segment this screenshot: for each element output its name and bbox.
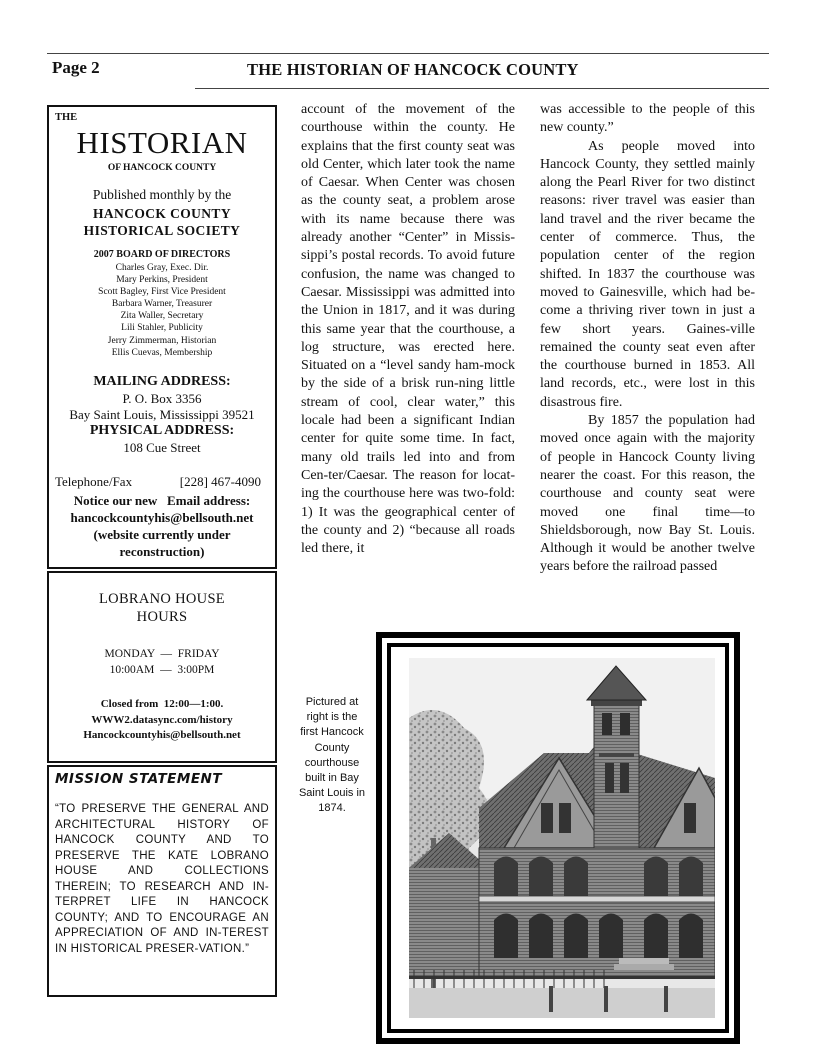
- physical-address: 108 Cue Street: [123, 440, 201, 455]
- website-address: WWW2.datasync.com/history: [91, 713, 233, 726]
- article-paragraph: was accessible to the people of this new county.”: [540, 102, 755, 136]
- contact-notice: [49, 492, 275, 560]
- photo-caption: Pictured at right is the first Hancock County courthouse built in Bay Saint Louis in 1874.: [298, 696, 366, 815]
- society-name: [49, 205, 275, 239]
- board-member: Scott Bagley, First Vice President: [98, 287, 226, 298]
- physical-address-heading: PHYSICAL ADDRESS:: [89, 423, 235, 438]
- telephone-label: Telephone/Fax: [55, 474, 133, 489]
- masthead-subtitle: OF HANCOCK COUNTY: [107, 163, 217, 173]
- society-line-2: HISTORICAL SOCIETY: [83, 223, 241, 238]
- hours-days: MONDAY — FRIDAY: [104, 648, 220, 660]
- board-list: [49, 262, 275, 359]
- mailing-line: P. O. Box 3356: [122, 391, 202, 406]
- header-rule-bottom: [195, 88, 769, 89]
- board-member: Jerry Zimmerman, Historian: [107, 335, 217, 346]
- article-paragraph: account of the movement of the courthouse within the county. He explains that the first county seat was old Center, which later took the name of Caesar. When Center was chosen as the county seat, a problem arose with its name because there was already another “Center” in Missis-sippi’s postal records. To avoid future confusion, the name was changed to Caesar. Mississippi was admitted into the Union in 1817, and it was during this same year that the courthouse, a log structure, was erected here. Situated on a “level sandy ham-mock by the side of a brisk run-ning little stream of cool, clear water,” this locale had been a significant Indian center for quite some time. In fact, many old trails led into and from Cen-ter/Caesar. The reason for locat-ing the courthouse here was two-fold: 1) It was the geographical center of the county and 2) “because all roads led there, it: [301, 102, 515, 557]
- hours-email: Hancockcountyhis@bellsouth.net: [83, 729, 241, 741]
- article-paragraph: As people moved into Hancock County, they settled mainly along the Pearl River for two distinct reasons: river travel was easier than land travel and the river became the center of commerce. Thus, the population center of the region shifted. In 1837 the courthouse was moved to Gainesville, which had be-come a thriving river town in just a few short years. Gaines-ville remained the county seat even after the courthouse burned in 1853. All land records, etc., were lost in this disastrous fire.: [540, 138, 755, 410]
- closed-notice: Closed from 12:00—1:00.: [100, 698, 224, 710]
- mailing-line: Bay Saint Louis, Mississippi 39521: [69, 407, 255, 422]
- mission-box: [47, 765, 277, 997]
- board-member: Zita Waller, Secretary: [120, 311, 204, 322]
- telephone-number: [228] 467-4090: [179, 474, 261, 489]
- newsletter-title: THE HISTORIAN OF HANCOCK COUNTY: [247, 60, 579, 79]
- board-title: 2007 BOARD OF DIRECTORS: [93, 249, 231, 260]
- published-by: Published monthly by the: [92, 187, 232, 202]
- hours-box: [47, 571, 277, 763]
- hours-info: [49, 697, 275, 744]
- board-member: Ellis Cuevas, Membership: [111, 347, 213, 358]
- board-member: Barbara Warner, Treasurer: [111, 299, 213, 310]
- header-rule-top: [47, 53, 769, 54]
- hours-title: [49, 590, 275, 626]
- telephone-row: [55, 474, 261, 490]
- hours-title-line: HOURS: [136, 609, 188, 625]
- page-number: Page 2: [52, 58, 100, 77]
- hours-title-line: LOBRANO HOUSE: [99, 591, 225, 607]
- mission-title: MISSION STATEMENT: [55, 771, 223, 787]
- article-column-1: [301, 101, 515, 558]
- board-member: Mary Perkins, President: [116, 275, 208, 286]
- board-member: Lili Stahler, Publicity: [121, 323, 203, 334]
- masthead-title: HISTORIAN: [76, 125, 248, 160]
- email-address: hancockcountyhis@bellsouth.net: [70, 510, 254, 525]
- hours-times: 10:00AM — 3:00PM: [109, 664, 215, 676]
- masthead-the: THE: [55, 112, 78, 123]
- mailing-address: [49, 391, 275, 423]
- mailing-address-heading: MAILING ADDRESS:: [93, 374, 231, 389]
- courthouse-photo: [409, 658, 715, 1018]
- website-note: reconstruction): [119, 544, 205, 559]
- society-line-1: HANCOCK COUNTY: [93, 206, 231, 221]
- mission-body: “TO PRESERVE THE GENERAL AND ARCHITECTURAL HISTORY OF HANCOCK COUNTY AND TO PRESERVE THE KATE LOBRANO HOUSE AND COLLECTIONS THEREIN; TO RESEARCH AND IN-TERPRET LIFE IN HANCOCK COUNTY; AND TO ENCOURAGE AN APPRECIATION OF AND IN-TEREST IN HISTORICAL PRESER-VATION.”: [55, 803, 269, 955]
- website-note: (website currently under: [93, 527, 231, 542]
- hours-schedule: [49, 646, 275, 678]
- masthead-box: [47, 105, 277, 569]
- article-column-2: [540, 101, 755, 577]
- board-member: Charles Gray, Exec. Dir.: [115, 263, 209, 273]
- article-paragraph: By 1857 the population had moved once again with the majority of people in Hancock County living nearer the coast. For this reason, the courthouse and county seat were moved one final time—to Shieldsborough, now Bay St. Louis. Although it would be another twelve years before the railroad passed: [540, 413, 755, 575]
- email-notice: Notice our new Email address:: [73, 493, 251, 508]
